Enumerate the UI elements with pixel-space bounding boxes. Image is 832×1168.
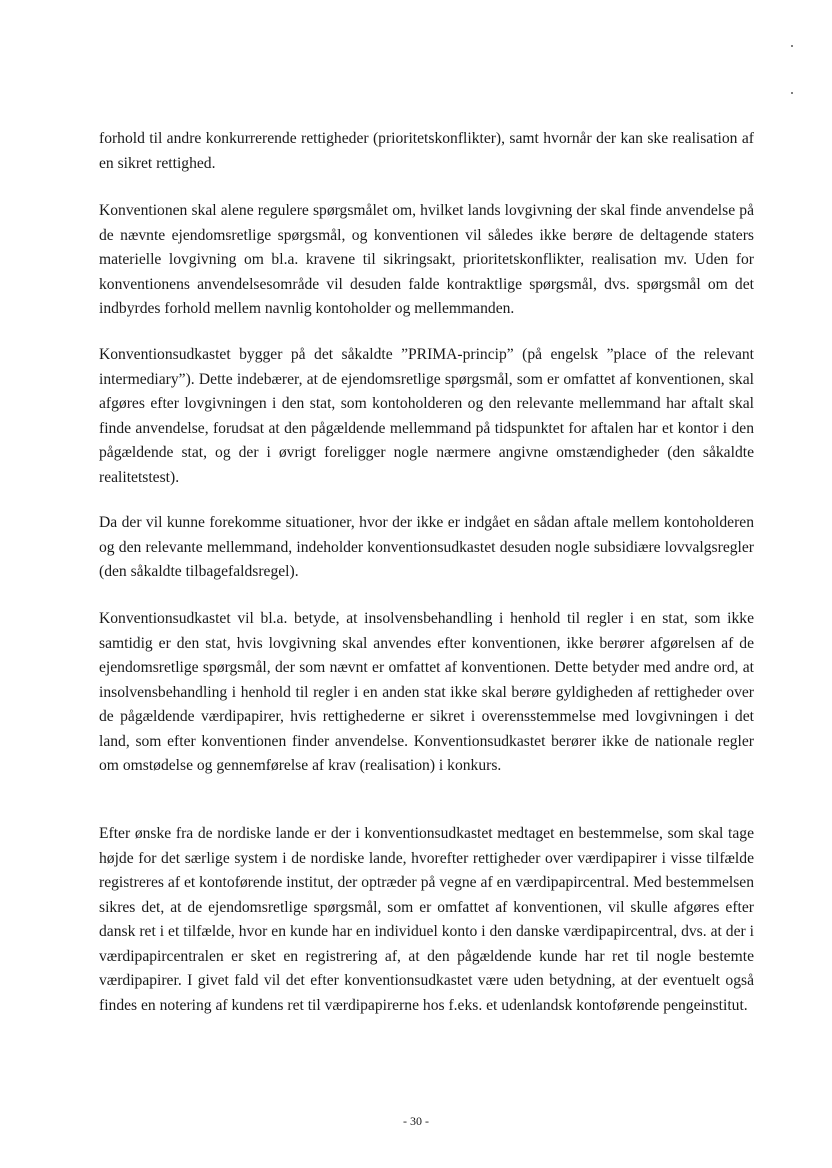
- paragraph: Da der vil kunne forekomme situationer, hvor der ikke er indgået en sådan aftale mellem kontoholderen og den relevante mellemmand, indeholder konventionsudkastet desuden nogle subsidiære lovvalgsregler (den såkaldte tilbagefaldsregel).: [99, 514, 754, 580]
- paragraph: forhold til andre konkurrerende rettigheder (prioritetskonflikter), samt hvornår der kan ske realisation af en sikret rettighed.: [99, 130, 754, 172]
- paragraph: Konventionsudkastet vil bl.a. betyde, at insolvensbehandling i henhold til regler i en stat, som ikke samtidig er den stat, hvis lovgivning skal anvendes efter konventionen, ikke berører afgørelsen af de ejendomsretlige spørgsmål, der som nævnt er omfattet af konventionen. Dette betyder med andre ord, at insolvensbehandling i henhold til regler i en anden stat ikke skal berøre gyldigheden af rettigheder over de pågældende værdipapirer, hvis rettighederne er sikret i overensstemmelse med lovgivningen i det land, som efter konventionen finder anvendelse. Konventionsudkastet berører ikke de nationale regler om omstødelse og gennemførelse af krav (realisation) i konkurs.: [99, 610, 754, 774]
- scan-speck: [791, 45, 793, 47]
- scan-speck: [791, 92, 793, 94]
- paragraph: Efter ønske fra de nordiske lande er der i konventionsudkastet medtaget en bestemmelse, som skal tage højde for det særlige system i de nordiske lande, hvorefter rettigheder over værdipapirer i visse tilfælde registreres af et kontoførende institut, der optræder på vegne af en værdipapircentral. Med bestemmelsen sikres det, at de ejendomsretlige spørgsmål, som er omfattet af konventionen, vil skulle afgøres efter dansk ret i et tilfælde, hvor en kunde har en individuel konto i den danske værdipapircentral, dvs. at der i værdipapircentralen er sket en registrering af, at den pågældende kunde har ret til nogle bestemte værdipapirer. I givet fald vil det efter konventionsudkastet være uden betydning, at der eventuelt også findes en notering af kundens ret til værdipapirerne hos f.eks. et udenlandsk kontoførende pengeinstitut.: [99, 825, 754, 1014]
- paragraph: Konventionsudkastet bygger på det såkaldte ”PRIMA-princip” (på engelsk ”place of the relevant intermediary”). Dette indebærer, at de ejendomsretlige spørgsmål, som er omfattet af konventionen, skal afgøres efter lovgivningen i den stat, som kontoholderen og den relevante mellemmand har aftalt skal finde anvendelse, forudsat at den pågældende mellemmand på tidspunktet for aftalen har et kontor i den pågældende stat, og der i øvrigt foreligger nogle nærmere angivne omstændigheder (den såkaldte realitetstest).: [99, 346, 754, 486]
- paragraph: Konventionen skal alene regulere spørgsmålet om, hvilket lands lovgivning der skal finde anvendelse på de nævnte ejendomsretlige spørgsmål, og konventionen vil således ikke berøre de deltagende staters materielle lovgivning om bl.a. kravene til sikringsakt, prioritetskonflikter, realisation mv. Uden for konventionens anvendelsesområde vil desuden falde kontraktlige spørgsmål, dvs. spørgsmål om det indbyrdes forhold mellem navnlig kontoholder og mellemmanden.: [99, 202, 754, 317]
- page-number: - 30 -: [403, 1114, 429, 1128]
